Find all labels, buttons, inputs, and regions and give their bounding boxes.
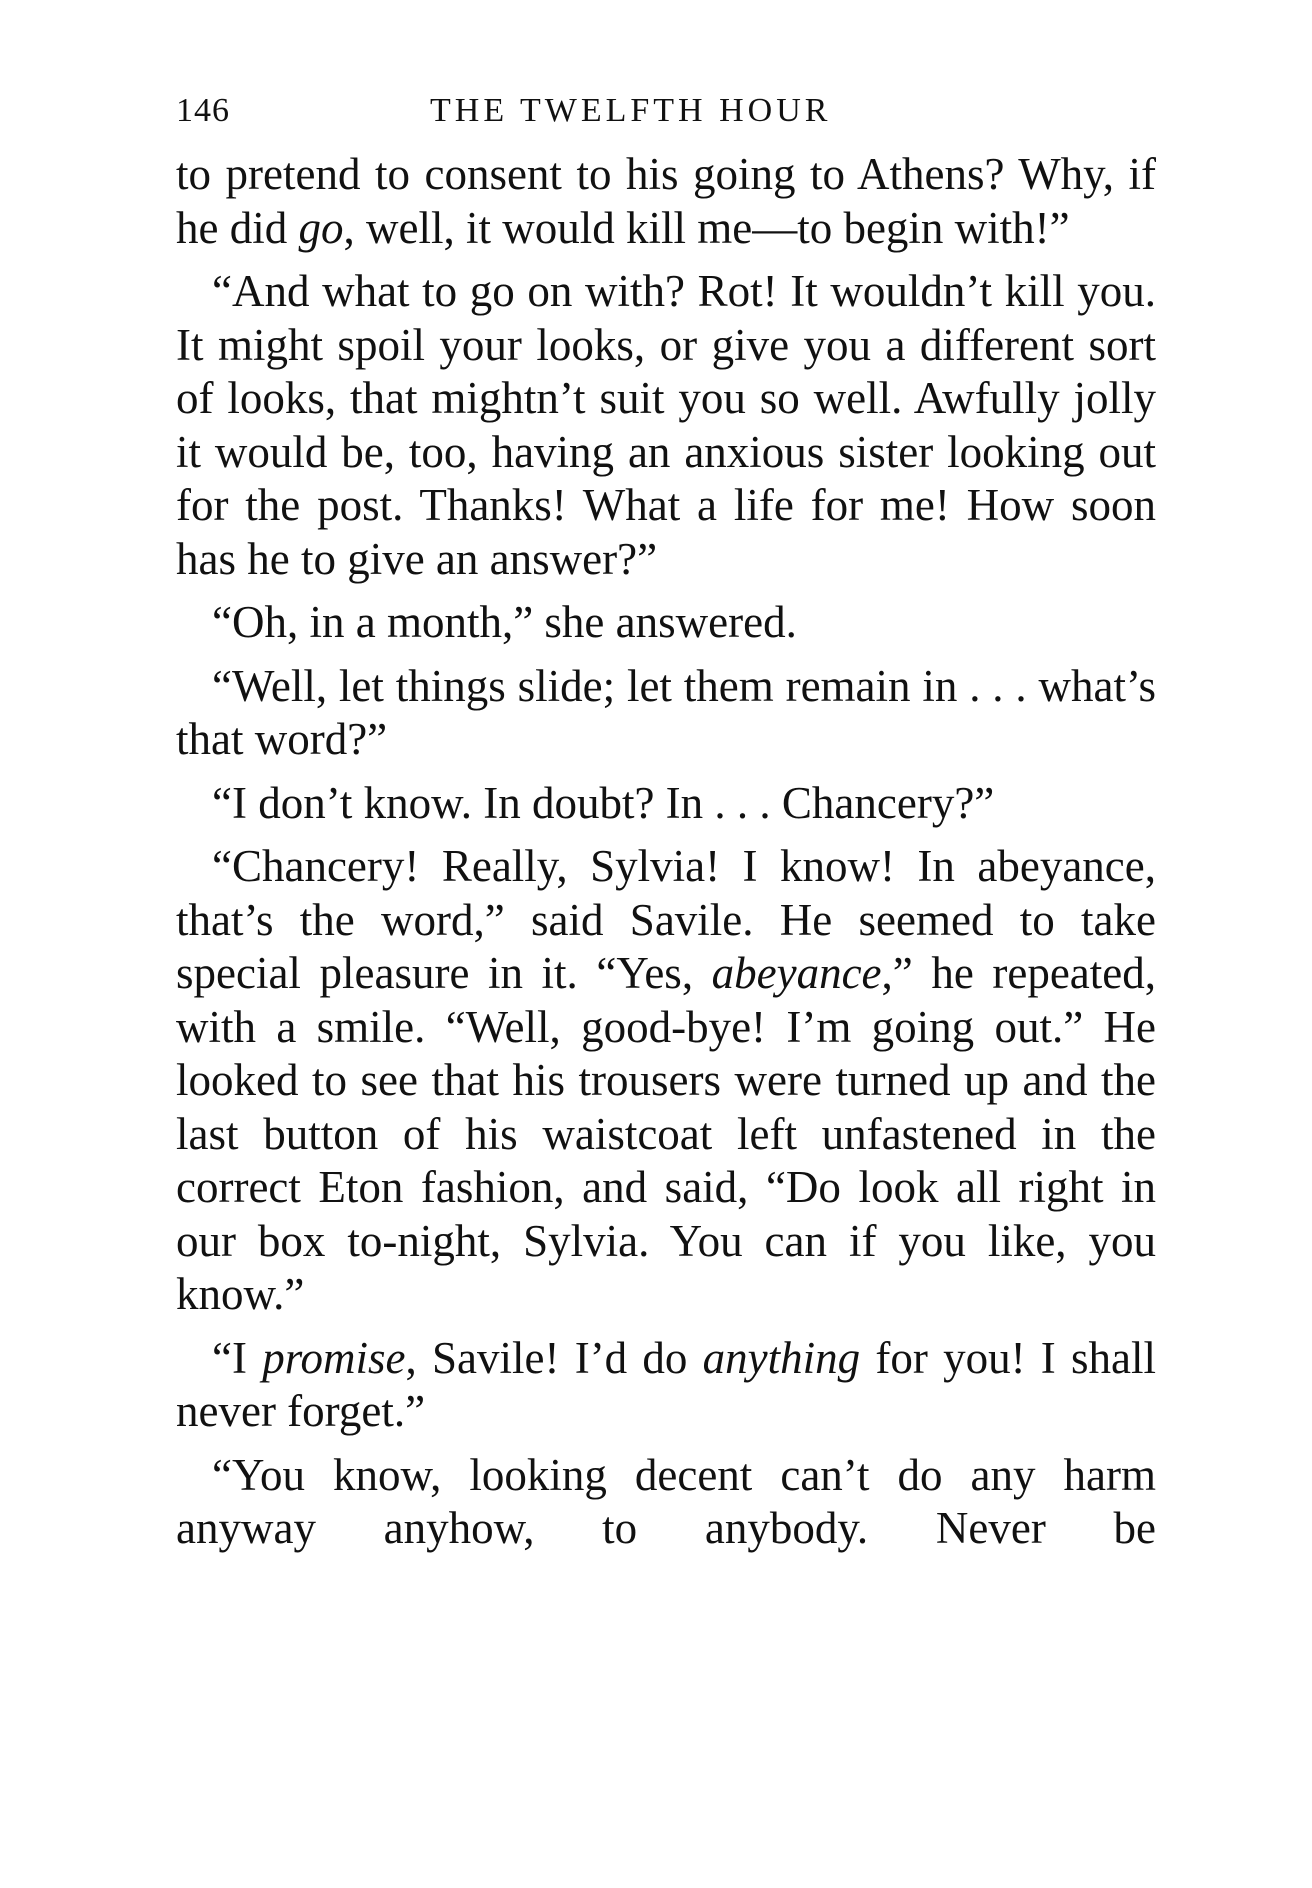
paragraph [176, 1449, 1156, 1556]
italic-text: abeyance [711, 948, 882, 998]
text-run: , well, it would kill me—to begin with!” [343, 202, 1070, 253]
paragraph [176, 265, 1156, 586]
page-number: 146 [176, 92, 230, 129]
paragraph [176, 148, 1156, 255]
paragraph [176, 777, 1156, 831]
body-text [176, 148, 1156, 1566]
text-run: “Well, let things slide; let them remain in . . . what’s that word?” [176, 660, 1156, 764]
text-run: to pretend to consent to his going to Athens? Why, if he did [176, 149, 1156, 253]
running-head [176, 86, 1156, 136]
italic-text: promise [262, 1332, 406, 1383]
text-run: “I [212, 1332, 263, 1383]
italic-text: anything [702, 1332, 861, 1383]
paragraph [176, 1332, 1156, 1439]
paragraph [176, 660, 1156, 767]
paragraph [176, 596, 1156, 650]
text-run: , Savile! I’d do [405, 1332, 703, 1383]
running-title: THE TWELFTH HOUR [430, 92, 832, 129]
text-run: “I don’t know. In doubt? In . . . Chancery?” [212, 777, 995, 828]
text-run: “And what to go on with? Rot! It wouldn’t kill you. It might spoil your looks, or give you a different sort of looks, that mightn’t suit you so well. Awfully jolly it would be, too, having an anxious sister looking out for the post. Thanks! What a life for me! How soon has he to give an answer?” [176, 266, 1156, 584]
text-run: ,” he repeated, with a smile. “Well, good-bye! I’m going out.” He looked to see that his trousers were turned up and the last button of his waistcoat left unfastened in the correct Eton fashion, and said, “Do look all right in our box to-night, Sylvia. You can if you like, you know.” [176, 948, 1156, 1319]
text-run: for you! I shall never forget.” [176, 1332, 1157, 1436]
italic-text: go [298, 202, 344, 253]
text-run: “Chancery! Really, Sylvia! I know! In abeyance, that’s the word,” said Savile. He seemed to take special pleasure in it. “Yes, [176, 841, 1156, 998]
text-run: “Oh, in a month,” she answered. [212, 597, 797, 647]
text-run: “You know, looking decent can’t do any harm anyway anyhow, to anybody. Never be [176, 1449, 1156, 1553]
paragraph [176, 840, 1156, 1322]
